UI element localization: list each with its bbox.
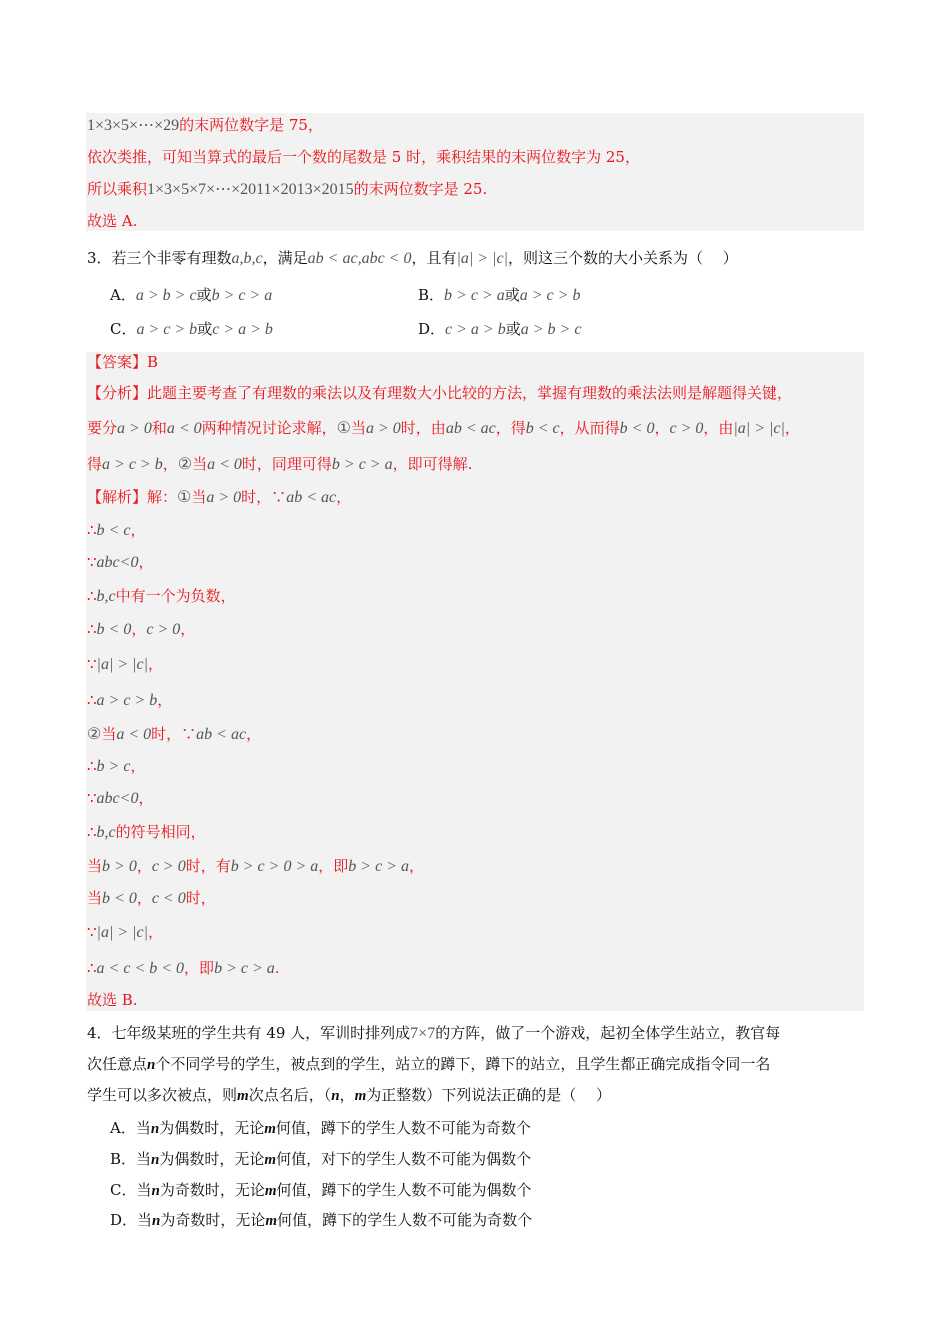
- text-segment: 时，∵: [151, 725, 197, 743]
- math-expression: a > 0: [117, 420, 152, 437]
- text-segment: ，: [138, 553, 154, 571]
- text-segment: 为偶数时，无论: [159, 1150, 265, 1168]
- text-segment: .: [274, 959, 280, 977]
- text-segment: ，: [157, 691, 173, 709]
- math-expression: b > c > a: [444, 287, 505, 304]
- math-expression: b > 0: [102, 858, 137, 875]
- math-expression: a < 0: [207, 456, 242, 473]
- analysis-l2: [87, 418, 800, 439]
- math-expression: b,c: [96, 588, 116, 605]
- text-segment: ∵: [87, 789, 97, 807]
- text-segment: 何值，蹲下的学生人数不可能为偶数个: [276, 1181, 532, 1199]
- text-segment: 时，: [185, 889, 216, 907]
- text-segment: 当: [192, 455, 208, 473]
- q3-optB: [418, 285, 580, 306]
- text-segment: 为奇数时，无论: [159, 1181, 265, 1199]
- text-segment: ，满足: [262, 249, 308, 267]
- text-segment: ，: [180, 620, 196, 638]
- math-expression: a > c > b: [136, 321, 198, 338]
- q3-optA: [110, 285, 272, 306]
- math-expression: ②: [87, 726, 102, 743]
- text-segment: ，: [408, 857, 424, 875]
- math-expression: ab < ac: [196, 726, 247, 743]
- text-segment: 和: [151, 419, 167, 437]
- math-expression: b > c > a: [211, 287, 273, 304]
- text-segment: 当: [87, 889, 103, 907]
- text-segment: 当: [87, 857, 103, 875]
- math-expression: m: [265, 1213, 278, 1229]
- math-expression: a > b > c: [520, 321, 582, 338]
- math-expression: a > c > b: [519, 287, 581, 304]
- text-segment: ，: [131, 620, 147, 638]
- text-segment: B．: [418, 286, 445, 304]
- text-segment: ，: [784, 419, 800, 437]
- text-segment: 当: [191, 488, 207, 506]
- math-expression: n: [152, 1213, 161, 1229]
- text-segment: ，即: [318, 857, 349, 875]
- text-segment: ，: [138, 789, 154, 807]
- math-expression: c > a > b: [445, 321, 506, 338]
- text-segment: ∵: [87, 655, 97, 673]
- text-segment: ∴: [87, 587, 97, 605]
- math-expression: b < c: [525, 420, 560, 437]
- math-expression: a > b > c: [135, 287, 197, 304]
- explain-l14: [87, 922, 163, 943]
- math-expression: ab < ac: [286, 489, 337, 506]
- text-segment: A．当: [110, 1119, 151, 1137]
- math-expression: n: [147, 1057, 156, 1073]
- math-expression: 1×3×5×7×⋯×2011×2013×2015: [147, 181, 354, 198]
- math-expression: |a| > |c|: [96, 656, 149, 673]
- text-segment: D．当: [110, 1211, 153, 1229]
- explain-l10: [87, 788, 153, 809]
- text-segment: ∴: [87, 823, 97, 841]
- math-expression: b,c: [96, 824, 116, 841]
- text-segment: 或: [197, 320, 213, 338]
- text-segment: 时，由: [400, 419, 446, 437]
- sol2-l3: [87, 179, 487, 200]
- q3-optD: [418, 319, 581, 340]
- text-segment: ，从而得: [559, 419, 620, 437]
- text-segment: ，且有: [411, 249, 457, 267]
- explain-l13: [87, 888, 216, 909]
- math-expression: abc<0: [96, 554, 139, 571]
- text-segment: 中有一个为负数，: [115, 587, 236, 605]
- math-expression: abc<0: [96, 790, 139, 807]
- explain-l15: [87, 958, 280, 979]
- text-segment: 或: [505, 320, 521, 338]
- text-segment: 学生可以多次被点，则: [87, 1086, 238, 1104]
- q3-stem: [87, 248, 738, 269]
- explain-l11: [87, 822, 206, 843]
- math-expression: n: [151, 1183, 160, 1199]
- explain-l4: [87, 586, 236, 607]
- math-expression: ②: [177, 456, 193, 473]
- text-segment: 【答案】B: [87, 353, 159, 371]
- text-segment: C．当: [110, 1181, 152, 1199]
- math-expression: |a| > |c|: [456, 250, 508, 267]
- text-segment: 何值，蹲下的学生人数不可能为奇数个: [275, 1119, 531, 1137]
- text-segment: 故选 A.: [87, 212, 138, 230]
- text-segment: 依次类推，可知当算式的最后一个数的尾数是 5 时，乘积结果的末两位数字为 25，: [87, 148, 640, 166]
- math-expression: a > c > b: [102, 456, 163, 473]
- sol2-l2: [87, 147, 640, 167]
- math-expression: b < 0: [619, 420, 655, 437]
- math-expression: b > c > 0 > a: [230, 858, 319, 875]
- q4-l1: [87, 1023, 780, 1044]
- text-segment: 3．若三个非零有理数: [87, 249, 232, 267]
- math-expression: c > 0: [151, 858, 186, 875]
- text-segment: ，得: [495, 419, 526, 437]
- math-expression: b > c > a: [348, 858, 409, 875]
- explain-l9: [87, 756, 145, 777]
- text-segment: 为奇数时，无论: [160, 1211, 266, 1229]
- text-segment: ，: [654, 419, 670, 437]
- text-segment: ，则这三个数的大小关系为（ ）: [507, 249, 738, 267]
- text-segment: ∵: [87, 553, 97, 571]
- q4-optC: [110, 1180, 532, 1201]
- math-expression: m: [264, 1121, 276, 1137]
- text-segment: ∴: [87, 691, 97, 709]
- explain-l7: [87, 690, 172, 711]
- math-expression: a < 0: [116, 726, 152, 743]
- math-expression: ab < ac: [445, 420, 496, 437]
- math-expression: c > 0: [669, 420, 704, 437]
- math-expression: b < c: [96, 522, 131, 539]
- math-expression: a < 0: [166, 420, 202, 437]
- math-expression: n: [151, 1152, 160, 1168]
- text-segment: 为偶数时，无论: [159, 1119, 265, 1137]
- text-segment: ，: [148, 923, 164, 941]
- text-segment: ，: [246, 725, 262, 743]
- explain-l12: [87, 856, 424, 877]
- text-segment: 个不同学号的学生，被点到的学生，站立的蹲下，蹲下的站立，且学生都正确完成指令同一名: [155, 1055, 771, 1073]
- text-segment: D．: [418, 320, 446, 338]
- text-segment: ，: [148, 655, 164, 673]
- text-segment: 的末两位数字是 75，: [179, 116, 323, 134]
- math-expression: a,b,c: [231, 250, 263, 267]
- text-segment: ∴: [87, 959, 97, 977]
- math-expression: a < c < b < 0: [96, 960, 185, 977]
- q4-optD: [110, 1210, 532, 1231]
- text-segment: 何值，对下的学生人数不可能为偶数个: [276, 1150, 532, 1168]
- math-expression: m: [354, 1088, 367, 1104]
- text-segment: 要分: [87, 419, 118, 437]
- sol2-l1: [87, 115, 323, 136]
- math-expression: ab < ac,abc < 0: [307, 250, 412, 267]
- text-segment: 【解析】解：: [87, 488, 178, 506]
- text-segment: ，即: [184, 959, 215, 977]
- text-segment: ，: [130, 521, 146, 539]
- text-segment: ，: [339, 1086, 355, 1104]
- text-segment: ，: [136, 889, 152, 907]
- sol2-l4: [87, 211, 137, 231]
- text-segment: 所以乘积: [87, 180, 148, 198]
- text-segment: ，: [162, 455, 178, 473]
- analysis-l3: [87, 454, 472, 475]
- math-expression: a > 0: [366, 420, 401, 437]
- text-segment: 时，有: [185, 857, 231, 875]
- q3-optC: [110, 319, 273, 340]
- math-expression: b > c: [96, 758, 131, 775]
- text-segment: 次任意点: [87, 1055, 148, 1073]
- text-segment: 或: [504, 286, 520, 304]
- text-segment: ，即可得解.: [392, 455, 473, 473]
- text-segment: ，: [136, 857, 152, 875]
- text-segment: C．: [110, 320, 137, 338]
- text-segment: 次点名后，（: [248, 1086, 332, 1104]
- math-expression: 7×7: [410, 1025, 436, 1042]
- analysis-l1: [87, 383, 792, 403]
- math-expression: ①: [336, 420, 351, 437]
- text-segment: A．: [110, 286, 136, 304]
- text-segment: 时，同理可得: [241, 455, 332, 473]
- math-expression: b > c > a: [331, 456, 393, 473]
- math-expression: b > c > a: [214, 960, 275, 977]
- math-expression: |a| > |c|: [733, 420, 785, 437]
- math-expression: m: [237, 1088, 249, 1104]
- math-expression: m: [264, 1183, 277, 1199]
- math-expression: n: [150, 1121, 160, 1137]
- math-expression: c > a > b: [212, 321, 273, 338]
- q4-l3: [87, 1085, 611, 1106]
- answer: [87, 352, 158, 372]
- explain-l5: [87, 619, 195, 640]
- text-segment: ∵: [87, 923, 97, 941]
- text-segment: 的方阵，做了一个游戏，起初全体学生站立，教官每: [435, 1024, 781, 1042]
- math-expression: a > c > b: [96, 692, 158, 709]
- text-segment: 两种情况讨论求解，: [201, 419, 337, 437]
- text-segment: 【分析】此题主要考查了有理数的乘法以及有理数大小比较的方法，掌握有理数的乘法法则是解题得关键，: [87, 384, 793, 402]
- explain-l16: [87, 990, 138, 1010]
- explain-l2: [87, 520, 145, 541]
- text-segment: 故选 B.: [87, 991, 138, 1009]
- text-segment: ∴: [87, 620, 97, 638]
- text-segment: ，: [130, 757, 146, 775]
- math-expression: 1×3×5×⋯×29: [87, 117, 180, 134]
- q4-optB: [110, 1149, 531, 1170]
- math-expression: b < 0: [102, 890, 137, 907]
- q4-l2: [87, 1054, 770, 1075]
- text-segment: 当: [101, 725, 117, 743]
- math-expression: c > 0: [146, 621, 181, 638]
- q4-optA: [110, 1118, 531, 1139]
- explain-l6: [87, 654, 163, 675]
- math-expression: m: [264, 1152, 277, 1168]
- math-expression: ①: [177, 489, 192, 506]
- text-segment: ∴: [87, 521, 97, 539]
- text-segment: 为正整数）下列说法正确的是（ ）: [366, 1086, 612, 1104]
- solution-block-q3: [86, 352, 864, 1011]
- text-segment: B．当: [110, 1150, 152, 1168]
- explain-l1: [87, 487, 351, 508]
- text-segment: 的符号相同，: [115, 823, 206, 841]
- text-segment: 时，∵: [241, 488, 287, 506]
- text-segment: ，由: [703, 419, 734, 437]
- text-segment: 的末两位数字是 25.: [353, 180, 488, 198]
- math-expression: a > 0: [206, 489, 242, 506]
- text-segment: 4．七年级某班的学生共有 49 人，军训时排列成: [87, 1024, 411, 1042]
- text-segment: 当: [350, 419, 366, 437]
- text-segment: 何值，蹲下的学生人数不可能为奇数个: [277, 1211, 533, 1229]
- math-expression: n: [331, 1088, 340, 1104]
- text-segment: ，: [336, 488, 352, 506]
- text-segment: ∴: [87, 757, 97, 775]
- explain-l3: [87, 552, 153, 573]
- math-expression: b < 0: [96, 621, 132, 638]
- math-expression: c < 0: [151, 890, 186, 907]
- text-segment: 得: [87, 455, 103, 473]
- text-segment: 或: [196, 286, 212, 304]
- explain-l8: [87, 724, 261, 745]
- math-expression: |a| > |c|: [96, 924, 149, 941]
